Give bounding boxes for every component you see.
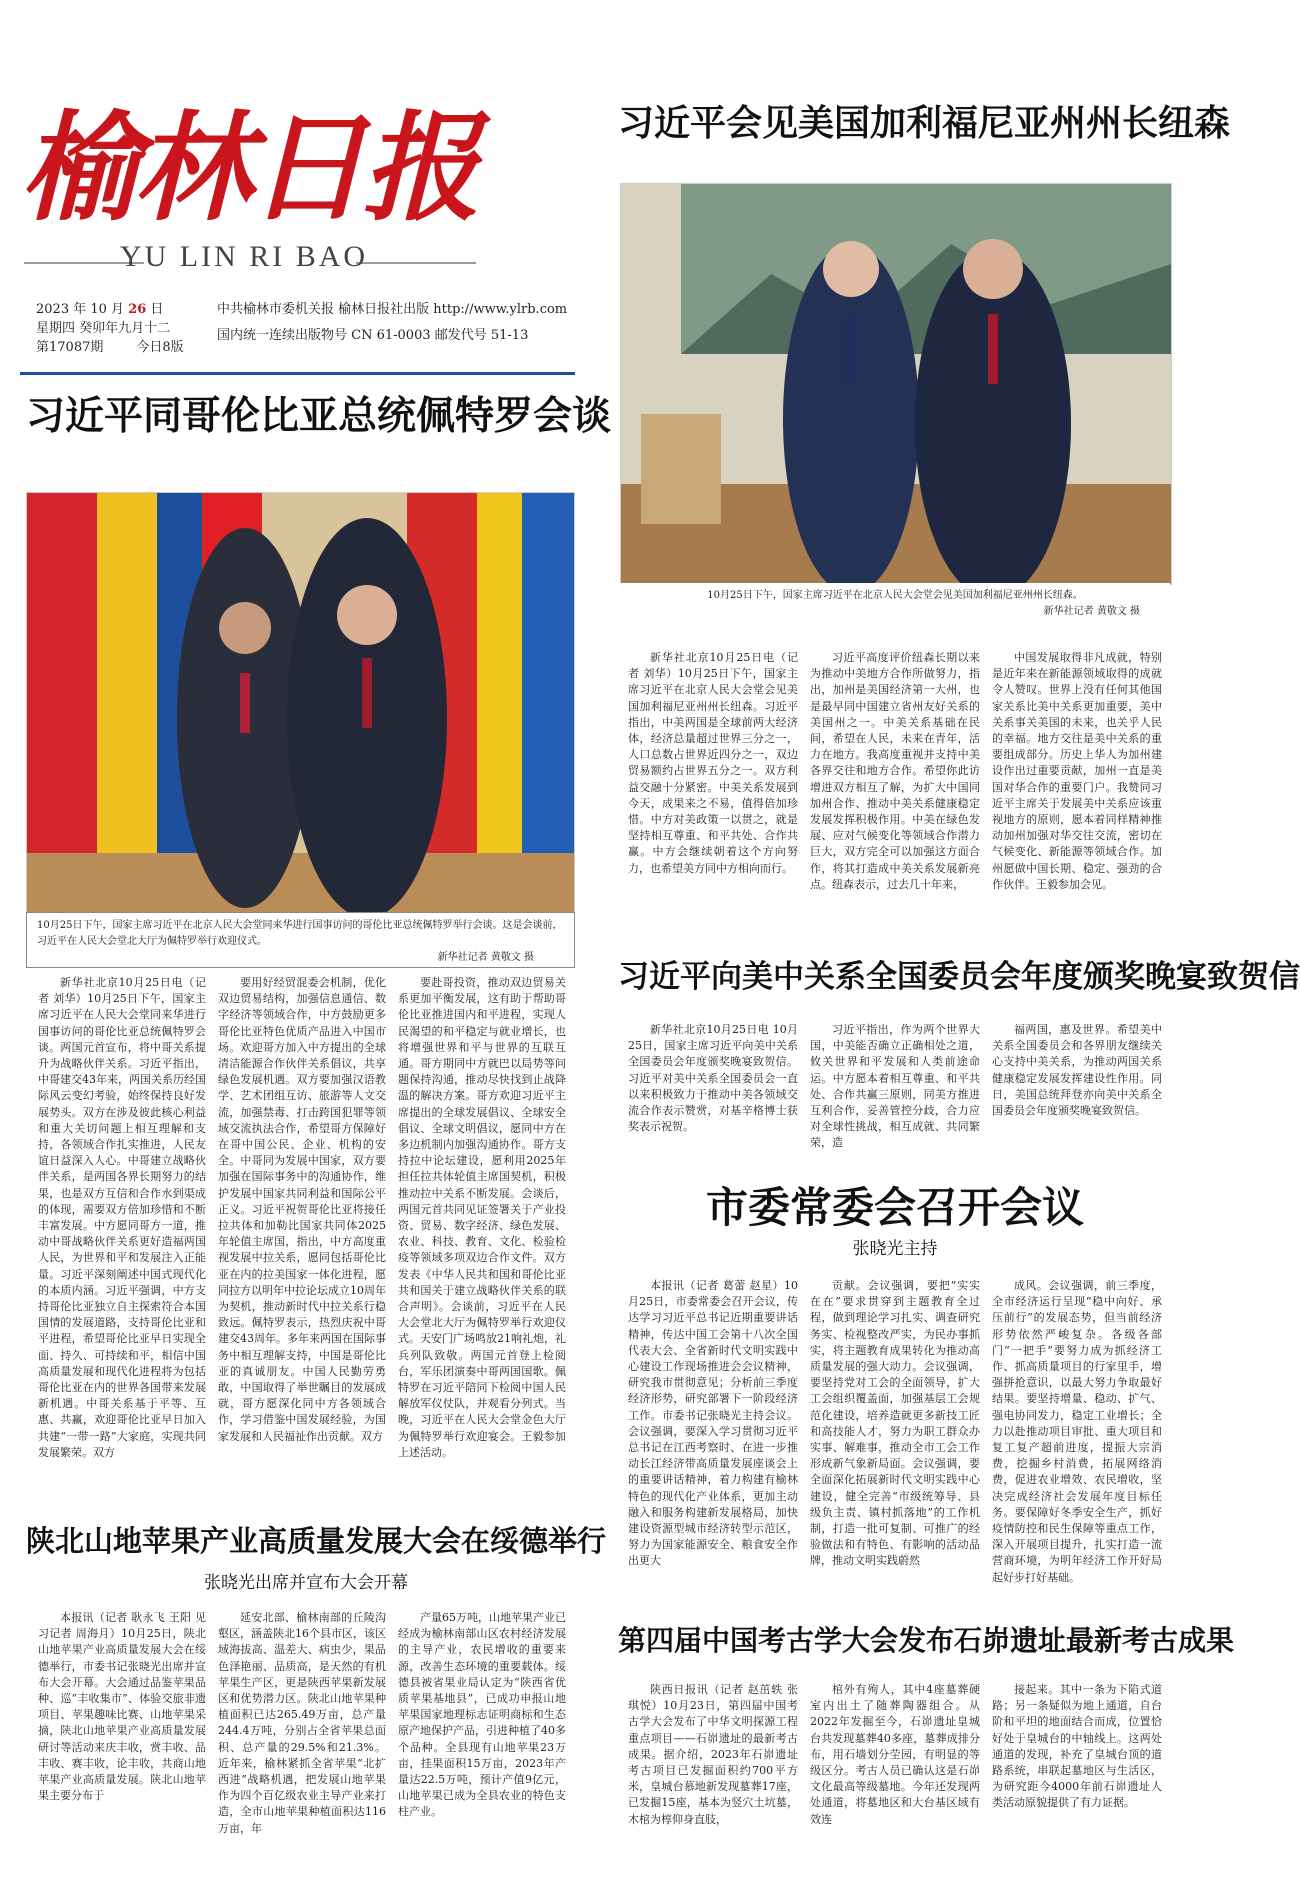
serial-line: 国内统一连续出版物号 CN 61-0003 邮发代号 51-13 [217,328,529,343]
photo-colombia-image [27,493,574,913]
colombia-col-2: 要用好经贸混委会机制，优化双边贸易结构，加强信息通信、数字经济等领域合作，中方鼓励更多哥伦比亚特色优质产品进入中国市场。欢迎哥方加入中方提出的全球清洁能源合作伙伴关系倡议，共享绿色发展机遇。双方要加强汉语教学、艺术团组互访、旅游等人文交流，加强禁毒、打击跨国犯罪等领域交流执法合作，希望哥方保障好在哥中国公民、企业、机构的安全。中哥同为发展中国家，双方要加强在国际事务中的沟通协作，维护发展中国家共同利益和国际公平正义。习近平祝贺哥伦比亚将接任拉共体和加勒比国家共同体2025年轮值主席国，指出，中方高度重视发展中拉关系，愿同包括哥伦比亚在内的拉美国家一体化进程，愿同拉方以明年中拉论坛成立10周年为契机，推动新时代中拉关系行稳致远。佩特罗表示，热烈庆祝中哥建交43周年。多年来两国在国际事务中相互理解支持，中国是哥伦比亚的真诚朋友。中国人民勤劳勇敢，中国取得了举世瞩目的发展成就，哥方愿深化同中方各领域合作，学习借鉴中国发展经验，为国家发展和人民福祉作出贡献。双方 [218,976,386,1443]
masthead-pinyin: YU LIN RI BAO [119,240,369,273]
apple-col-3: 产量65万吨，山地苹果产业已经成为榆林南部山区农村经济发展的主导产业，农民增收的重要来源，改善生态环境的重要载体。绥德县被省果业局认定为“陕西省优质苹果基地县”，已成功申报山地苹果国家地理标志证明商标和生态原产地保护产品，引进种植了40多个品种。全县现有山地苹果23万亩，挂果面积15万亩，2023年产量达22.5万吨，预计产值9亿元，山地苹果已成为全县农业的特色支柱产业。 [398,1611,566,1819]
headline-apple: 陕北山地苹果产业高质量发展大会在绥德举行 [26,1524,607,1558]
shimao-col-2: 棺外有殉人，其中4座墓葬硬室内出土了随葬陶器组合。从2022年发掘至今，石峁遗址皇城台共发现墓葬40多座，墓葬成排分布，用石墙划分茔园，有明显的等级区分。考古人员已确认这是石峁文化最高等级墓地。今年还发现两处通道，将墓地区和大台基区域有效连 [810,1683,980,1826]
standing-col-2: 贡献。会议强调，要把“实实在在”要求贯穿到主题教育全过程，做到理论学习扎实、调查研究务实、检视整改严实，为民办事抓实，将主题教育成果转化为推动高质量发展的强大动力。会议强调，要坚持党对工会的全面领导，扩大工会组织覆盖面，加强基层工会规范化建设，培养造就更多新技工匠和高技能人才，努力为职工群众办实事、解难事，推动全市工会工作形成新气象新局面。会议强调，要全面深化拓展新时代文明实践中心建设，健全完善“市级统筹导、县级负主责、镇村抓落地”的工作机制，打造一批可复制、可推广的经验做法和有特色、有影响的活动品牌，推动文明实践蔚然 [810,1279,980,1568]
ncuscr-col-2: 习近平指出，作为两个世界大国，中美能否确立正确相处之道，攸关世界和平发展和人类前途命运。中方愿本着相互尊重、和平共处、合作共赢三原则，同美方推进互利合作，妥善管控分歧，合力应对全球性挑战，相互成就、共同繁荣，造 [810,1023,980,1150]
issue-day: 26 [128,302,147,317]
photo-colombia [26,492,575,914]
photo-newsom-image [621,184,1171,584]
headline-ncuscr: 习近平向美中关系全国委员会年度颁奖晚宴致贺信 [618,959,1300,995]
caption-colombia [26,912,575,968]
issue-number: 第17087期 今日8版 [36,340,184,355]
apple-col-1: 本报讯（记者 耿永飞 王阳 见习记者 周海月）10月25日，陕北山地苹果产业高质量发展大会在绥德举行，市委书记张晓光出席并宣布大会开幕。大会通过品鉴苹果品种、巡“丰收集市”、体验交旅非遗项目、苹果趣味比赛、山地苹果采摘，陕北山地苹果产业高质量发展研讨等活动来庆丰收，赏丰收、品丰收、赛丰收，论丰收，共商山地苹果产业高质量发展。陕北山地苹果主要分布于 [38,1611,206,1803]
credit-newsom: 新华社记者 黄敬文 摄 [1043,606,1140,617]
credit-colombia: 新华社记者 黄敬文 摄 [437,952,534,963]
subhead-standing: 张晓光主持 [852,1239,938,1259]
apple-col-2: 延安北部、榆林南部的丘陵沟壑区，涵盖陕北16个县市区，该区域海拔高、温差大、病虫少，果品色泽艳丽、品质高，是天然的有机苹果生产区，更是陕西苹果新发展区和优势潜力区。陕北山地苹果种植面积已达265.49万亩，总产量244.4万吨，分别占全省苹果总面积、总产量的29.5%和21.3%。近年来，榆林紧抓全省苹果“北扩西进”战略机遇，把发展山地苹果作为四个百亿级农业主导产业来打造，全市山地苹果种植面积达116万亩，年 [218,1611,386,1835]
colombia-col-1: 新华社北京10月25日电（记者 刘华）10月25日下午，国家主席习近平在人民大会堂同来华进行国事访问的哥伦比亚总统佩特罗会谈。两国元首宣布，将中哥关系提升为战略伙伴关系。习近平指出，中哥建交43年来，两国关系历经国际风云变幻考验，始终保持良好发展势头。双方在涉及彼此核心利益和重大关切问题上相互理解和支持，各领域合作扎实推进，人民友谊日益深入人心。中哥建立战略伙伴关系，是两国各界长期努力的结果，也是双方互信和合作水到渠成的体现，需要双方倍加珍惜和不断丰富发展。中方愿同哥方一道，推动中哥战略伙伴关系更好造福两国人民，为世界和平和发展注入正能量。习近平深刻阐述中国式现代化的本质内涵。习近平强调，中方支持哥伦比亚独立自主探索符合本国国情的发展道路，支持哥伦比亚和平进程，希望哥伦比亚早日实现全面、持久、可持续和平，相信中国高质量发展和现代化进程将为包括哥伦比亚在内的世界各国带来发展新机遇。中哥关系基于平等、互惠、共赢，欢迎哥伦比亚早日加入共建“一带一路”大家庭，实现共同发展繁荣。双方 [38,976,206,1459]
newsom-col-2: 习近平高度评价纽森长期以来为推动中美地方合作所做努力，指出，加州是美国经济第一大州，也是最早同中国建立省州友好关系的美国州之一。中美关系基础在民间，希望在人民，未来在青年，活力在地方。我高度重视并支持中美各界交往和地方合作。希望你此访增进双方相互了解，为扩大中国同加州合作、推动中美关系健康稳定发展发挥积极作用。中美在绿色发展、应对气候变化等领域合作潜力巨大，双方完全可以加强这方面合作，将其打造成中美关系发展新亮点。纽森表示，过去几十年来， [810,651,980,891]
masthead-logo: 榆林日报 [20,98,477,237]
shimao-col-3: 接起来。其中一条为下陷式道路；另一条疑似为地上通道，自台阶和平坦的地面结合而成，位置恰好处于皇城台的中轴线上。这两处通道的发现，补充了皇城台顶的道路系统，串联起墓地区与生活区，为研究距今4000年前石峁遗址人类活动原貌提供了有力证据。 [992,1683,1162,1810]
issue-info [36,300,196,357]
newsom-col-1: 新华社北京10月25日电（记者 刘华）10月25日下午，国家主席习近平在北京人民大会堂会见美国加利福尼亚州州长纽森。习近平指出，中美两国是全球前两大经济体，经济总量超过世界三分之一，人口总数占世界近四分之一，双边贸易额约占世界五分之一。双方利益交融十分紧密。中美关系发展到今天，成果来之不易，值得倍加珍惜。中方对美政策一以贯之，就是坚持相互尊重、和平共处、合作共赢。中方会继续朝着这个方向努力，也希望美方同中方相向而行。 [628,651,798,875]
standing-col-1: 本报讯（记者 葛蕾 赵星）10月25日，市委常委会召开会议，传达学习习近平总书记近期重要讲话精神，传达中国工会第十八次全国代表大会、全省新时代文明实践中心建设工作现场推进会会议精神，研究我市贯彻意见；分析前三季度经济形势，研究部署下一阶段经济工作。市委书记张晓光主持会议。会议强调，要深入学习贯彻习近平总书记在江西考察时、在进一步推动长江经济带高质量发展座谈会上的重要讲话精神，着力构建有榆林特色的现代化产业体系，更加主动融入和服务构建新发展格局，加快建设资源型城市经济转型示范区，努力为国家能源安全、粮食安全作出更大 [628,1279,798,1568]
caption-colombia-text: 10月25日下午，国家主席习近平在北京人民大会堂同来华进行国事访问的哥伦比亚总统佩特罗举行会谈。这是会谈前，习近平在人民大会堂北大厅为佩特罗举行欢迎仪式。 [37,920,563,947]
subhead-apple: 张晓光出席并宣布大会开幕 [204,1573,408,1593]
ncuscr-col-3: 福两国，惠及世界。希望美中关系全国委员会和各界朋友继续关心支持中美关系，为推动两国关系健康稳定发展发挥建设性作用。同日，美国总统拜登亦向美中关系全国委员会年度颁奖晚宴致贺信。 [992,1023,1162,1118]
caption-newsom-text: 10月25日下午，国家主席习近平在北京人民大会堂会见美国加利福尼亚州州长纽森。 [707,590,1083,601]
shimao-col-1: 陕西日报讯（记者 赵茁轶 张琪悦）10月23日，第四届中国考古学大会发布了中华文明探源工程重点项目——石峁遗址的最新考古成果。据介绍，2023年石峁遗址考古项目已发掘面积约700平方米，皇城台慕地新发现墓葬17座，已发掘15座，基本为竖穴土坑墓，木棺为椁仰身直肢， [628,1683,798,1826]
photo-newsom [620,183,1172,585]
standing-col-3: 成风。会议强调，前三季度，全市经济运行呈现“稳中向好、承压前行”的发展态势，但当前经济形势依然严峻复杂。各级各部门“一把手”要努力成为抓经济工作、抓高质量项目的行家里手，增强拼抢意识，以最大努力争取最好结果。要坚持增量、稳动、扩气、强电协同发力，稳定工业增长；全力以赴推动项目审批、重大项目和复工复产超前进度，提振大宗消费，挖掘乡村消费，拓展网络消费，促进农业增效、农民增收，坚决完成经济社会发展年度目标任务。要保障好冬季安全生产，抓好疫情防控和民生保障等重点工作，深入开展项目提升，扎实打造一流营商环境，为明年经济工作开好局起好步打好基础。 [992,1279,1162,1584]
masthead-rule [20,372,575,375]
ncuscr-col-1: 新华社北京10月25日电 10月25日，国家主席习近平向美中关系全国委员会年度颁奖晚宴致贺信。习近平对美中关系全国委员会一直以来积极致力于推动中美各领域交流合作表示赞赏，对基辛格博士获奖表示祝贺。 [628,1023,798,1134]
headline-newsom: 习近平会见美国加利福尼亚州州长纽森 [618,103,1231,144]
publisher-info [217,300,577,345]
headline-shimao: 第四届中国考古学大会发布石峁遗址最新考古成果 [618,1624,1235,1657]
headline-colombia: 习近平同哥伦比亚总统佩特罗会谈 [26,394,612,439]
newsom-col-3: 中国发展取得非凡成就，特别是近年来在新能源领域取得的成就令人赞叹。世界上没有任何其他国家关系比美中关系更加重要，美中关系事关美国的未来，也关乎人民的幸福。地方交往是美中关系的重要组成部分。历史上华人为加州建设作出过重要贡献，加州一直是美国对华合作的重要门户。我赞同习近平主席关于发展美中关系应该重视地方的原则，愿本着同样精神推动加州加强对华交往交流，密切在气候变化、新能源等领域合作。加州愿做中国长期、稳定、强劲的合作伙伴。王毅参加会见。 [992,651,1162,891]
headline-standing: 市委常委会召开会议 [705,1183,1084,1232]
issue-weekday: 星期四 癸卯年九月十二 [36,321,171,336]
colombia-col-3: 要赴哥投资，推动双边贸易关系更加平衡发展，这有助于帮助哥伦比亚推进国内和平进程，实现人民渴望的和平稳定与就业增长，也将增强世界和平与世界的互联互通。哥方期同中方就巴以局势等问题保持沟通，推动尽快找到止战降温的解决方案。哥方欢迎习近平主席提出的全球发展倡议、全球安全倡议、全球文明倡议，愿同中方在多边机制内加强沟通协作。哥方支持拉中论坛建设，愿利用2025年担任拉共体轮值主席国契机，积极推动拉中关系不断发展。会谈后，两国元首共同见证签署关于产业投资、贸易、数字经济、绿色发展、农业、科技、教育、文化、检验检疫等领域多项双边合作文件。双方发表《中华人民共和国和哥伦比亚共和国关于建立战略伙伴关系的联合声明》。会谈前，习近平在人民大会堂北大厅为佩特罗举行欢迎仪式。天安门广场鸣放21响礼炮，礼兵列队致敬。两国元首登上检阅台，军乐团演奏中哥两国国歌。佩特罗在习近平陪同下检阅中国人民解放军仪仗队，并观看分列式。当晚，习近平在人民大会堂金色大厅为佩特罗举行欢迎宴会。王毅参加上述活动。 [398,976,566,1459]
issue-date: 2023 年 10 月 26 日 [36,302,164,317]
publisher-line: 中共榆林市委机关报 榆林日报社出版 http://www.ylrb.com [217,302,568,317]
caption-newsom [620,583,1170,627]
